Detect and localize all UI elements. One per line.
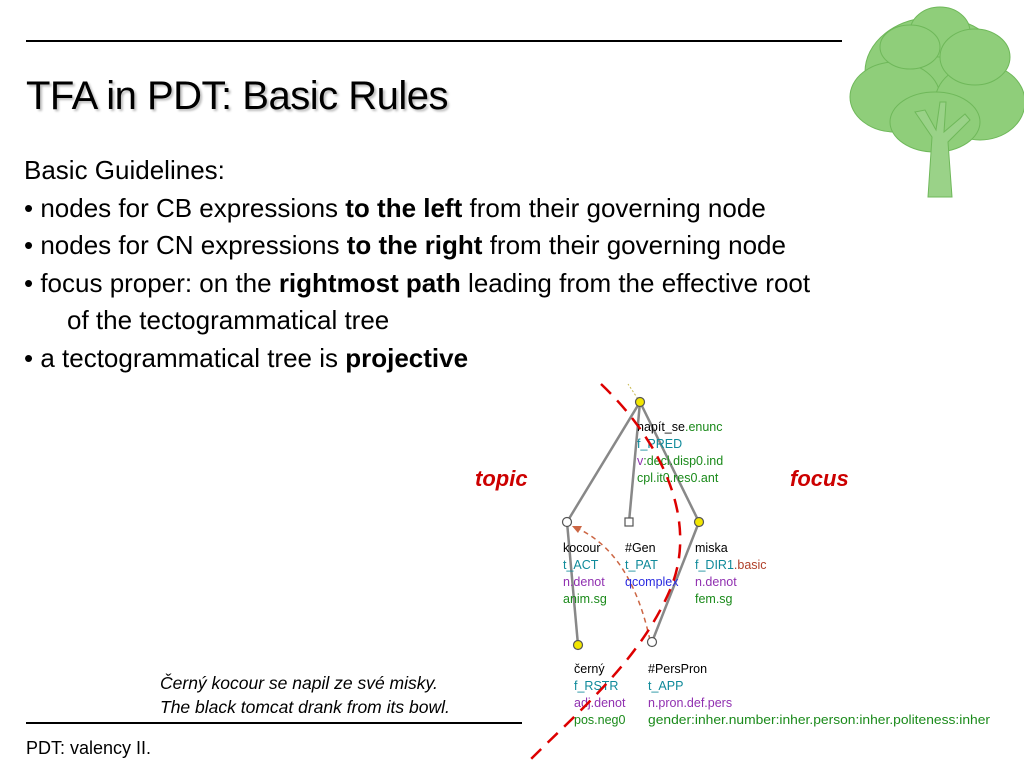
tree-edge — [640, 402, 699, 522]
guideline-item: • nodes for CB expressions to the left from their governing node — [24, 192, 766, 223]
node-label: gender:inher.number:inher.person:inher.politeness:inher — [648, 713, 990, 727]
node-label: n.denot — [563, 575, 605, 589]
example-sentence — [160, 671, 450, 719]
guidelines — [24, 152, 810, 377]
guideline-item: • nodes for CN expressions to the right from their governing node — [24, 230, 786, 260]
tree-node-root — [636, 398, 645, 407]
node-label: pos.neg0 — [574, 713, 626, 727]
topic-label: topic — [475, 466, 528, 491]
node-label: adj.denot — [574, 696, 626, 710]
coreference-arrow — [572, 526, 650, 640]
node-label: n.pron.def.pers — [648, 696, 733, 710]
node-label: cpl.it0.res0.ant — [637, 471, 719, 485]
tree-edge — [629, 402, 640, 522]
top-rule — [26, 40, 842, 42]
node-label: f_DIR1.basic — [695, 558, 767, 572]
guideline-item: • a tectogrammatical tree is projective — [24, 342, 469, 373]
sentence-english: The black tomcat drank from its bowl. — [160, 697, 450, 717]
node-label: t_PAT — [625, 558, 658, 572]
guideline-continuation: of the tectogrammatical tree — [67, 305, 390, 335]
node-label: kocour — [563, 541, 601, 555]
tree-node-miska — [695, 518, 704, 527]
tree-node-perspron — [648, 638, 657, 647]
node-label: f_PRED — [637, 437, 683, 451]
tree-edge — [567, 402, 640, 522]
node-label: n.denot — [695, 575, 737, 589]
node-label: napít_se.enunc — [637, 420, 723, 434]
node-label: f_RSTR — [574, 679, 619, 693]
node-label: miska — [695, 541, 728, 555]
node-label: fem.sg — [695, 592, 733, 606]
tree-node-cerny — [574, 641, 583, 650]
node-label: #Gen — [625, 541, 656, 555]
guidelines-heading: Basic Guidelines: — [24, 155, 225, 185]
node-label: černý — [574, 662, 605, 676]
node-label: qcomplex — [625, 575, 679, 589]
tree-node-gen — [625, 518, 633, 526]
node-label: t_ACT — [563, 558, 599, 572]
node-label: anim.sg — [563, 592, 607, 606]
node-label: v:decl.disp0.ind — [637, 454, 724, 468]
node-label: #PersPron — [648, 662, 708, 676]
focus-label: focus — [790, 466, 849, 491]
bottom-rule — [26, 722, 522, 724]
tree-edge — [567, 522, 578, 645]
page-title: TFA in PDT: Basic Rules — [26, 74, 448, 118]
tree-icon — [840, 2, 1024, 202]
guideline-item: • focus proper: on the rightmost path leading from the effective root — [24, 267, 811, 298]
root-dotted-line — [628, 384, 640, 402]
footer: PDT: valency II. — [26, 738, 152, 758]
tree-node-kocour — [563, 518, 572, 527]
sentence-czech: Černý kocour se napil ze své misky. — [160, 673, 438, 693]
node-label: t_APP — [648, 679, 684, 693]
tree-edge — [652, 522, 699, 642]
